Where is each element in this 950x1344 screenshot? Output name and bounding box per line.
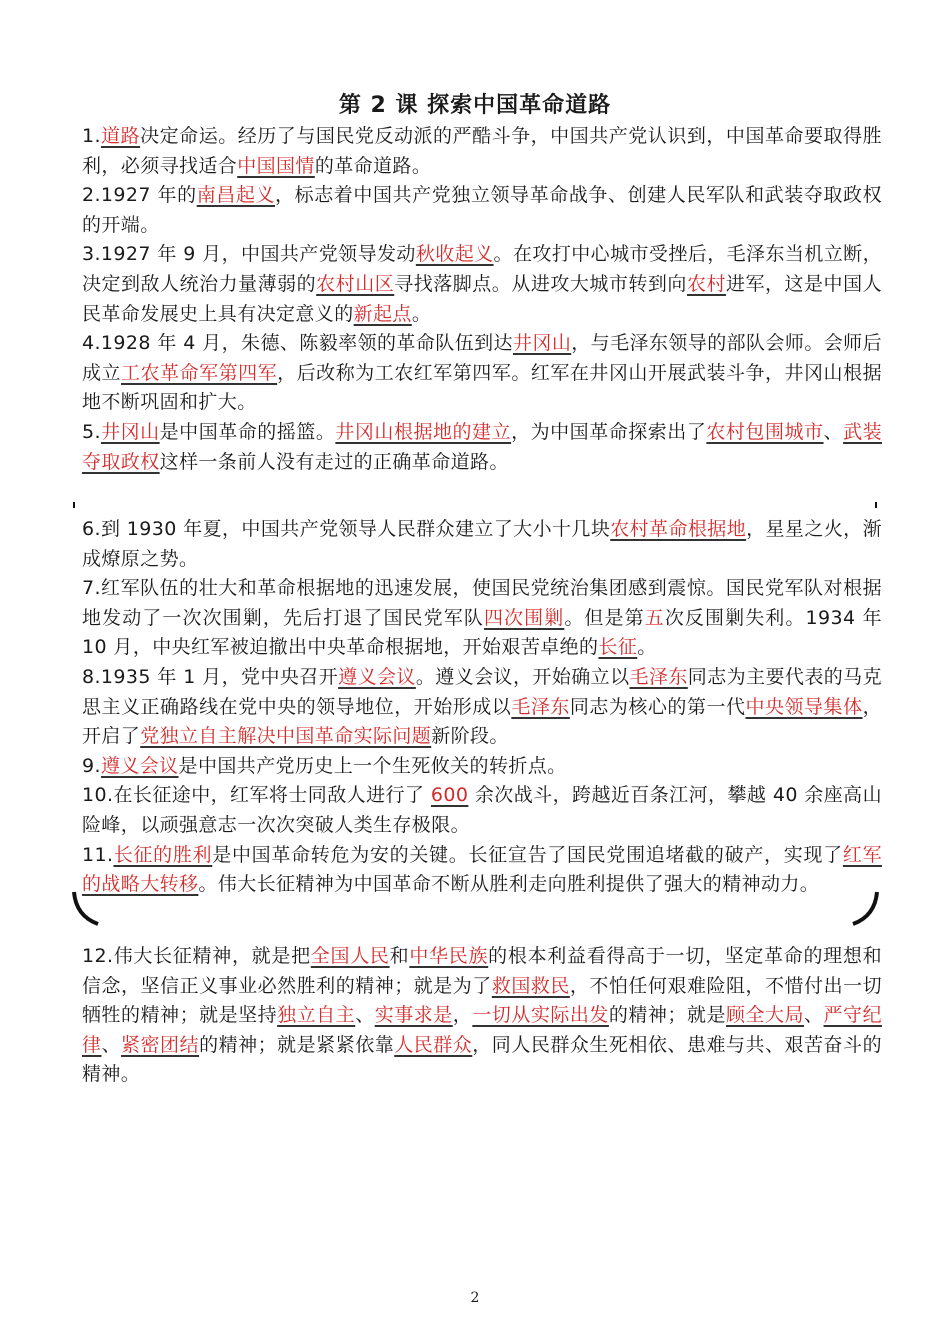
key-term: 中央领导集体 bbox=[745, 695, 863, 718]
body-text: 寻找落脚点。从进攻大城市转到向 bbox=[394, 272, 687, 295]
key-term: 道路 bbox=[100, 125, 141, 147]
body-text: 余次战斗，跨越近百条江河，攀越 40 余座高山险峰，以顽强意志一次次突破人类生存极限。 bbox=[82, 784, 882, 836]
key-term: 长征 bbox=[598, 636, 638, 659]
body-text: ，标志着中国共产党独立领导革命战争、创建人民军队和武装夺取政权的开端。 bbox=[82, 184, 882, 236]
body-text: 。 bbox=[637, 636, 657, 659]
body-text: 1. bbox=[82, 125, 101, 147]
body-text: ，为中国革命探索出了 bbox=[511, 420, 707, 443]
body-text: ， bbox=[452, 1004, 473, 1027]
item-3 bbox=[82, 240, 882, 329]
body-text: 进军，这是中国人民革命发展史上具有决定意义的 bbox=[82, 272, 882, 325]
body-text: ，后改称为工农红军第四军。红军在井冈山开展武装斗争，井冈山根据地不断巩固和扩大。 bbox=[82, 361, 882, 414]
item-5 bbox=[82, 418, 882, 477]
key-term: 农村山区 bbox=[316, 272, 395, 295]
key-term: 井冈山根据地的建立 bbox=[335, 420, 512, 443]
item-9 bbox=[82, 752, 882, 782]
key-term: 实事求是 bbox=[374, 1004, 453, 1027]
body-text: 10.在长征途中，红军将士同敌人进行了 bbox=[82, 784, 431, 807]
body-text: ，不怕任何艰难险阻，不惜付出一切牺牲的精神；就是坚持 bbox=[82, 974, 882, 1027]
body-text: 4.1928 年 4 月，朱德、陈毅率领的革命队伍到达 bbox=[82, 332, 513, 355]
item-10 bbox=[82, 781, 882, 840]
key-term: 井冈山 bbox=[512, 332, 572, 355]
body-text: 的革命道路。 bbox=[314, 154, 432, 177]
key-term: 600 bbox=[430, 784, 469, 807]
key-term: 井冈山 bbox=[100, 420, 160, 443]
body-text: 、 bbox=[355, 1004, 375, 1027]
body-text: 是中国共产党历史上一个生死攸关的转折点。 bbox=[178, 754, 567, 777]
item-1 bbox=[82, 122, 882, 181]
body-text: 11. bbox=[82, 843, 114, 866]
key-number: 五 bbox=[644, 606, 665, 629]
key-term: 救国救民 bbox=[491, 974, 570, 997]
body-text: 、 bbox=[804, 1004, 824, 1027]
body-text: 和 bbox=[389, 945, 410, 967]
section-2 bbox=[82, 515, 882, 900]
body-text: ，与毛泽东领导的部队会师。会师后成立 bbox=[82, 332, 883, 384]
key-term: 全国人民 bbox=[310, 945, 390, 967]
key-term: 毛泽东 bbox=[629, 665, 688, 688]
key-term: 新起点 bbox=[353, 302, 412, 325]
key-term: 红军的战略大转移 bbox=[82, 843, 882, 896]
body-text: 6.到 1930 年夏，中国共产党领导人民群众建立了大小十几块 bbox=[82, 518, 611, 540]
item-4 bbox=[82, 329, 882, 418]
key-term: 遵义会议 bbox=[100, 754, 179, 777]
body-text: 9. bbox=[82, 754, 101, 777]
body-text: 、 bbox=[101, 1033, 122, 1056]
key-term: 独立自主 bbox=[277, 1004, 356, 1027]
key-term: 严守纪律 bbox=[82, 1004, 882, 1056]
body-text: 同志为主要代表的马克思主义正确路线在党中央的领导地位，开始形成以 bbox=[82, 665, 883, 718]
body-text: 3.1927 年 9 月，中国共产党领导发动 bbox=[82, 243, 416, 266]
key-term: 人民群众 bbox=[394, 1033, 473, 1056]
key-term: 武装夺取政权 bbox=[82, 420, 882, 473]
body-text: 、 bbox=[823, 420, 844, 443]
key-term: 顾全大局 bbox=[725, 1004, 805, 1027]
body-text: 。但是第 bbox=[564, 606, 645, 629]
key-term: 四次围剿 bbox=[483, 606, 565, 629]
body-text: 12.伟大长征精神，就是把 bbox=[82, 945, 311, 967]
page-title: 第 2 课 探索中国革命道路 bbox=[338, 93, 612, 118]
body-text: 。遵义会议，开始确立以 bbox=[415, 665, 630, 688]
key-term: 遵义会议 bbox=[338, 665, 416, 688]
body-text: 的精神；就是紧紧依靠 bbox=[199, 1033, 395, 1056]
body-text: 决定命运。经历了与国民党反动派的严酷斗争，中国共产党认识到，中国革命要取得胜利，必须寻找适合 bbox=[82, 125, 882, 177]
key-term: 中华民族 bbox=[409, 945, 489, 967]
body-text: 的根本利益看得高于一切，坚定革命的理想和信念，坚信正义事业必然胜利的精神；就是为了 bbox=[82, 945, 882, 997]
key-term: 农村革命根据地 bbox=[610, 518, 747, 540]
key-term: 南昌起义 bbox=[196, 184, 276, 207]
body-text: 2.1927 年的 bbox=[82, 184, 197, 207]
body-text: ，开启了 bbox=[82, 695, 882, 748]
body-text: ，星星之火，渐成燎原之势。 bbox=[82, 518, 882, 570]
section-3 bbox=[82, 942, 882, 1090]
key-term: 中国国情 bbox=[237, 154, 315, 177]
key-term: 紧密团结 bbox=[121, 1033, 200, 1056]
section-divider bbox=[70, 500, 880, 512]
item-2 bbox=[82, 181, 882, 240]
body-text: 是中国革命的摇篮。 bbox=[159, 420, 336, 443]
key-term: 农村包围城市 bbox=[706, 420, 824, 443]
body-text: 7.红军队伍的壮大和革命根据地的迅速发展，使国民党统治集团感到震惊。国民党军队对根据地发动了一次次围剿，先后打退了国民党军队 bbox=[82, 577, 882, 629]
item-6 bbox=[82, 515, 882, 574]
body-text: 的精神；就是 bbox=[608, 1004, 726, 1027]
body-text: 。伟大长征精神为中国革命不断从胜利走向胜利提供了强大的精神动力。 bbox=[198, 873, 820, 896]
key-term: 农村 bbox=[686, 272, 726, 295]
section-bracket bbox=[68, 890, 883, 930]
key-term: 秋收起义 bbox=[415, 243, 494, 266]
body-text: 新阶段。 bbox=[431, 725, 509, 748]
item-8 bbox=[82, 663, 882, 752]
key-term: 长征的胜利 bbox=[113, 843, 213, 866]
body-text: 8.1935 年 1 月，党中央召开 bbox=[82, 665, 339, 688]
key-term: 工农革命军第四军 bbox=[121, 361, 278, 384]
body-text: 这样一条前人没有走过的正确革命道路。 bbox=[159, 450, 509, 473]
body-text: 。 bbox=[411, 302, 432, 325]
item-12 bbox=[82, 942, 882, 1090]
page-number: 2 bbox=[470, 1290, 480, 1306]
key-term: 毛泽东 bbox=[511, 695, 570, 718]
key-term: 一切从实际出发 bbox=[472, 1004, 609, 1027]
body-text: ，同人民群众生死相依、患难与共、艰苦奋斗的精神。 bbox=[82, 1033, 882, 1086]
item-7 bbox=[82, 574, 882, 663]
section-1 bbox=[82, 122, 882, 477]
body-text: 同志为核心的第一代 bbox=[569, 695, 746, 718]
body-text: 是中国革命转危为安的关键。长征宣告了国民党围追堵截的破产，实现了 bbox=[212, 843, 843, 866]
body-text: 。在攻打中心城市受挫后，毛泽东当机立断，决定到敌人统治力量薄弱的 bbox=[82, 243, 882, 295]
body-text: 5. bbox=[82, 420, 101, 443]
body-text: 次反围剿失利。1934 年 10 月，中央红军被迫撤出中央革命根据地，开始艰苦卓绝的 bbox=[82, 606, 882, 659]
key-term: 党独立自主解决中国革命实际问题 bbox=[140, 725, 432, 748]
